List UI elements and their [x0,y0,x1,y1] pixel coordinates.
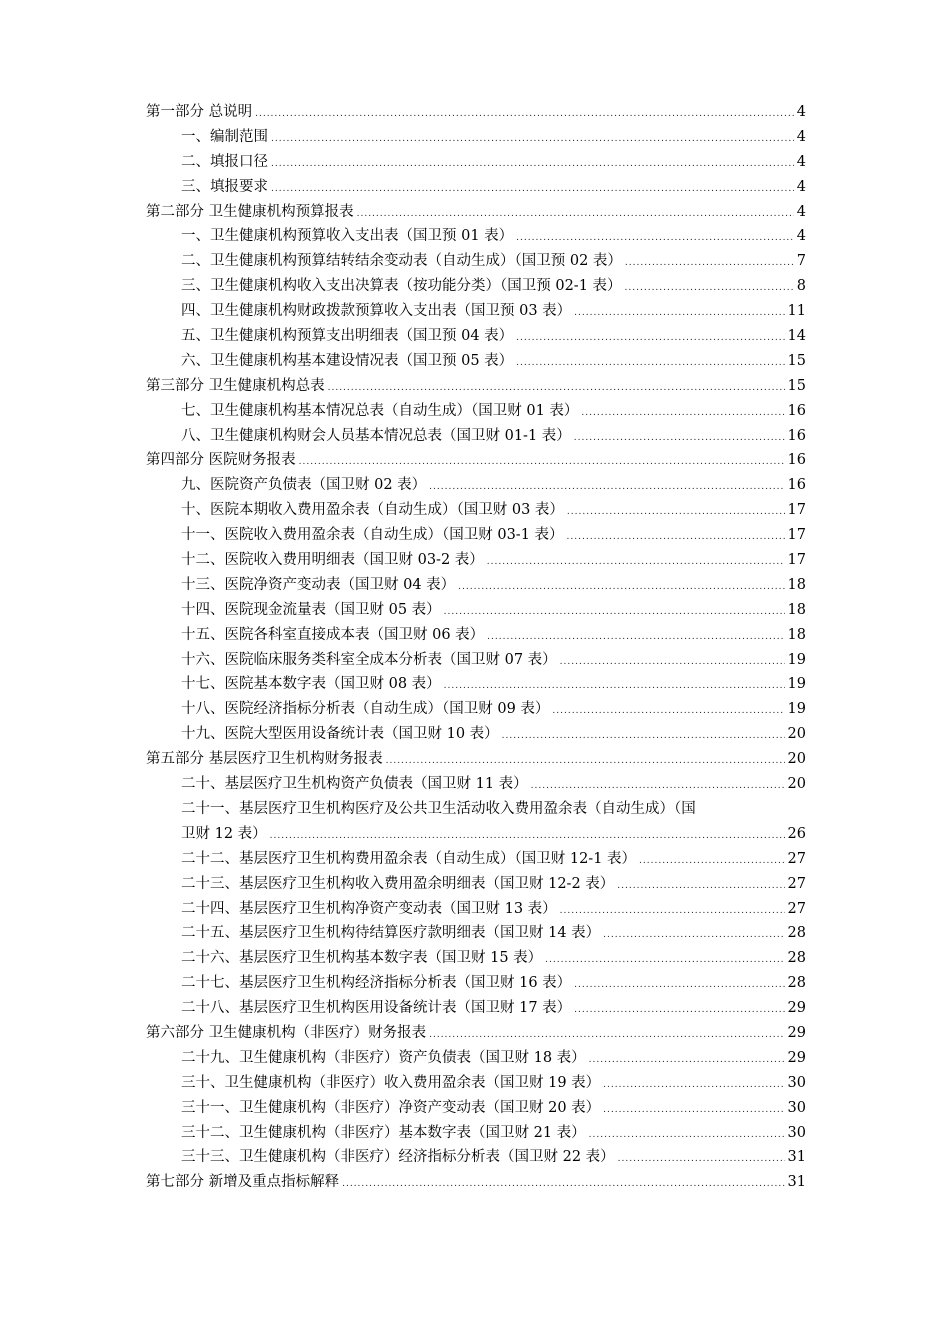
toc-subsection-entry[interactable] [146,175,806,200]
toc-page-number: 20 [787,751,806,768]
toc-dot-leader [502,724,785,749]
toc-subsection-entry[interactable] [146,573,806,598]
toc-dot-leader [625,276,794,301]
toc-subsection-entry[interactable] [146,822,806,847]
toc-dot-leader [545,948,784,973]
toc-page-number: 19 [787,651,806,668]
toc-entry-label: 第四部分 医院财务报表 [146,452,296,469]
toc-dot-leader [625,251,794,276]
toc-dot-leader [618,1147,785,1172]
toc-dot-leader [255,102,794,127]
toc-dot-leader [429,475,784,500]
toc-dot-leader [342,1172,784,1197]
toc-entry-label: 九、医院资产负债表（国卫财 02 表） [181,477,427,494]
toc-entry-label: 第六部分 卫生健康机构（非医疗）财务报表 [146,1024,427,1041]
toc-dot-leader [429,1023,784,1048]
toc-page-number: 29 [787,1049,806,1066]
toc-dot-leader [560,899,785,924]
toc-page-number: 19 [787,701,806,718]
toc-subsection-entry[interactable] [146,1096,806,1121]
toc-subsection-entry[interactable] [146,772,806,797]
toc-entry-label: 八、卫生健康机构财会人员基本情况总表（国卫财 01-1 表） [181,427,571,444]
toc-dot-leader [487,625,784,650]
toc-page-number: 17 [787,552,806,569]
toc-page-number: 20 [787,776,806,793]
toc-page-number: 30 [787,1099,806,1116]
toc-subsection-entry[interactable] [146,623,806,648]
toc-page-number: 4 [796,153,806,170]
toc-page-number: 4 [796,228,806,245]
toc-entry-label: 六、卫生健康机构基本建设情况表（国卫预 05 表） [181,352,514,369]
toc-page-number: 15 [787,377,806,394]
toc-subsection-entry[interactable] [146,424,806,449]
toc-page-number: 30 [787,1124,806,1141]
toc-subsection-entry[interactable] [146,1121,806,1146]
toc-dot-leader [589,1123,785,1148]
toc-entry-label: 二十九、卫生健康机构（非医疗）资产负债表（国卫财 18 表） [181,1049,586,1066]
toc-page-number: 20 [787,726,806,743]
toc-dot-leader [299,450,785,475]
toc-page-number: 30 [787,1074,806,1091]
toc-entry-label: 第一部分 总说明 [146,104,253,120]
toc-subsection-entry[interactable] [146,224,806,249]
toc-dot-leader [617,874,784,899]
toc-subsection-entry[interactable] [146,324,806,349]
toc-page-number: 16 [787,452,806,469]
toc-page-number: 31 [787,1149,806,1166]
toc-subsection-entry[interactable] [146,996,806,1021]
toc-entry-label: 一、编制范围 [181,128,268,145]
toc-page-number: 7 [796,253,806,270]
toc-subsection-entry[interactable] [146,150,806,175]
toc-page-number: 4 [796,178,806,195]
toc-entry-label: 第七部分 新增及重点指标解释 [146,1174,340,1191]
toc-page-number: 27 [787,850,806,867]
toc-page-number: 8 [796,278,806,295]
toc-dot-leader [271,127,794,152]
toc-dot-leader [560,650,785,675]
toc-dot-leader [567,525,785,550]
toc-page-number: 28 [787,925,806,942]
toc-subsection-entry[interactable] [146,697,806,722]
toc-dot-leader [357,202,794,227]
toc-page-number: 29 [787,1000,806,1017]
toc-section-entry[interactable] [146,100,806,125]
toc-entry-label: 二十五、基层医疗卫生机构待结算医疗款明细表（国卫财 14 表） [181,925,601,942]
toc-page-number: 15 [787,352,806,369]
toc-dot-leader [603,1098,784,1123]
toc-dot-leader [516,226,794,251]
toc-subsection-entry[interactable] [146,897,806,922]
toc-section-entry[interactable] [146,1021,806,1046]
toc-dot-leader [589,1048,785,1073]
toc-entry-label: 二十八、基层医疗卫生机构医用设备统计表（国卫财 17 表） [181,1000,572,1017]
toc-dot-leader [328,376,785,401]
toc-dot-leader [271,152,794,177]
toc-subsection-entry[interactable] [146,872,806,897]
toc-subsection-entry[interactable] [146,349,806,374]
toc-entry-label: 二十六、基层医疗卫生机构基本数字表（国卫财 15 表） [181,950,543,967]
toc-dot-leader [487,550,785,575]
toc-subsection-entry[interactable] [146,722,806,747]
toc-subsection-entry[interactable] [146,299,806,324]
table-of-contents [146,100,806,1195]
toc-entry-label: 十、医院本期收入费用盈余表（自动生成）（国卫财 03 表） [181,502,564,519]
toc-page-number: 16 [787,402,806,419]
toc-page-number: 31 [787,1174,806,1191]
toc-entry-label: 三、卫生健康机构收入支出决算表（按功能分类）（国卫预 02-1 表） [181,278,622,295]
toc-subsection-entry[interactable] [146,249,806,274]
toc-dot-leader [444,674,785,699]
toc-entry-label: 二十三、基层医疗卫生机构收入费用盈余明细表（国卫财 12-2 表） [181,875,615,892]
toc-entry-label: 十三、医院净资产变动表（国卫财 04 表） [181,576,456,593]
toc-entry-label: 一、卫生健康机构预算收入支出表（国卫预 01 表） [181,228,514,245]
toc-entry-label: 十五、医院各科室直接成本表（国卫财 06 表） [181,626,485,643]
toc-entry-label: 三十三、卫生健康机构（非医疗）经济指标分析表（国卫财 22 表） [181,1149,615,1166]
toc-subsection-entry[interactable] [146,1071,806,1096]
toc-dot-leader [581,401,784,426]
toc-entry-label: 二十、基层医疗卫生机构资产负债表（国卫财 11 表） [181,776,528,793]
toc-page-number: 26 [787,825,806,842]
toc-subsection-entry[interactable] [146,946,806,971]
toc-page-number: 11 [787,303,806,320]
toc-dot-leader [567,500,785,525]
toc-section-entry[interactable] [146,747,806,772]
toc-subsection-entry[interactable] [146,847,806,872]
toc-subsection-entry[interactable] [146,921,806,946]
toc-dot-leader [531,774,785,799]
toc-entry-label: 三十二、卫生健康机构（非医疗）基本数字表（国卫财 21 表） [181,1124,586,1141]
toc-entry-label: 三十、卫生健康机构（非医疗）收入费用盈余表（国卫财 19 表） [181,1074,601,1091]
toc-dot-leader [516,326,784,351]
toc-entry-label: 十八、医院经济指标分析表（自动生成）（国卫财 09 表） [181,701,550,718]
toc-dot-leader [574,301,784,326]
toc-subsection-entry[interactable] [146,971,806,996]
toc-page-number: 18 [787,626,806,643]
toc-dot-leader [574,998,784,1023]
toc-entry-label: 二十四、基层医疗卫生机构净资产变动表（国卫财 13 表） [181,900,557,917]
toc-subsection-entry[interactable] [146,399,806,424]
toc-entry-label: 十七、医院基本数字表（国卫财 08 表） [181,676,441,693]
toc-entry-label: 二十七、基层医疗卫生机构经济指标分析表（国卫财 16 表） [181,975,572,992]
toc-page-number: 29 [787,1024,806,1041]
toc-entry-label: 二、卫生健康机构预算结转结余变动表（自动生成）（国卫预 02 表） [181,253,622,270]
toc-entry-label: 卫财 12 表） [181,825,267,842]
toc-dot-leader [516,351,784,376]
toc-dot-leader [271,177,794,202]
toc-dot-leader [639,849,785,874]
toc-entry-label: 二十二、基层医疗卫生机构费用盈余表（自动生成）（国卫财 12-1 表） [181,850,637,867]
toc-entry-label-line[interactable]: 二十一、基层医疗卫生机构医疗及公共卫生活动收入费用盈余表（自动生成）（国 [181,800,696,817]
toc-section-entry[interactable] [146,448,806,473]
toc-dot-leader [458,575,784,600]
toc-dot-leader [270,824,785,849]
toc-subsection-entry[interactable] [146,523,806,548]
toc-page-number: 4 [796,104,806,120]
toc-entry-label: 第五部分 基层医疗卫生机构财务报表 [146,751,383,768]
toc-page-number: 16 [787,477,806,494]
toc-subsection-entry[interactable] [146,274,806,299]
toc-subsection-entry[interactable] [146,548,806,573]
toc-entry-label: 三、填报要求 [181,178,268,195]
toc-dot-leader [603,1073,784,1098]
toc-subsection-entry[interactable] [146,598,806,623]
toc-entry-label: 四、卫生健康机构财政拨款预算收入支出表（国卫预 03 表） [181,303,572,320]
toc-dot-leader [603,923,784,948]
toc-subsection-entry[interactable] [146,498,806,523]
toc-page-number: 16 [787,427,806,444]
toc-page-number: 28 [787,975,806,992]
toc-page-number: 19 [787,676,806,693]
toc-dot-leader [444,600,785,625]
toc-section-entry[interactable] [146,200,806,225]
toc-dot-leader [574,426,785,451]
toc-dot-leader [574,973,784,998]
toc-dot-leader [386,749,785,774]
toc-entry-label: 二、填报口径 [181,153,268,170]
toc-entry-label: 第三部分 卫生健康机构总表 [146,377,325,394]
toc-subsection-entry[interactable] [146,1145,806,1170]
toc-entry-label: 五、卫生健康机构预算支出明细表（国卫预 04 表） [181,328,514,345]
toc-subsection-entry[interactable] [146,1046,806,1071]
toc-entry-label: 十四、医院现金流量表（国卫财 05 表） [181,601,441,618]
toc-page-number: 27 [787,900,806,917]
toc-page-number: 4 [796,203,806,220]
toc-subsection-entry[interactable] [146,648,806,673]
toc-entry-label: 十六、医院临床服务类科室全成本分析表（国卫财 07 表） [181,651,557,668]
toc-entry-label: 十九、医院大型医用设备统计表（国卫财 10 表） [181,726,499,743]
toc-page-number: 4 [796,128,806,145]
toc-subsection-entry[interactable] [146,672,806,697]
toc-page-number: 18 [787,601,806,618]
toc-page-number: 28 [787,950,806,967]
toc-entry-label: 三十一、卫生健康机构（非医疗）净资产变动表（国卫财 20 表） [181,1099,601,1116]
toc-page-number: 27 [787,875,806,892]
toc-entry-label: 十一、医院收入费用盈余表（自动生成）（国卫财 03-1 表） [181,527,564,544]
toc-page-number: 17 [787,527,806,544]
toc-page-number: 18 [787,576,806,593]
toc-section-entry[interactable] [146,1170,806,1195]
toc-section-entry[interactable] [146,374,806,399]
toc-subsection-entry[interactable] [146,473,806,498]
toc-subsection-entry[interactable] [146,125,806,150]
toc-page-number: 14 [787,328,806,345]
toc-page-number: 17 [787,502,806,519]
toc-entry-label: 十二、医院收入费用明细表（国卫财 03-2 表） [181,552,484,569]
toc-dot-leader [552,699,784,724]
toc-entry-label: 第二部分 卫生健康机构预算报表 [146,203,354,220]
toc-entry-label: 七、卫生健康机构基本情况总表（自动生成）（国卫财 01 表） [181,402,579,419]
